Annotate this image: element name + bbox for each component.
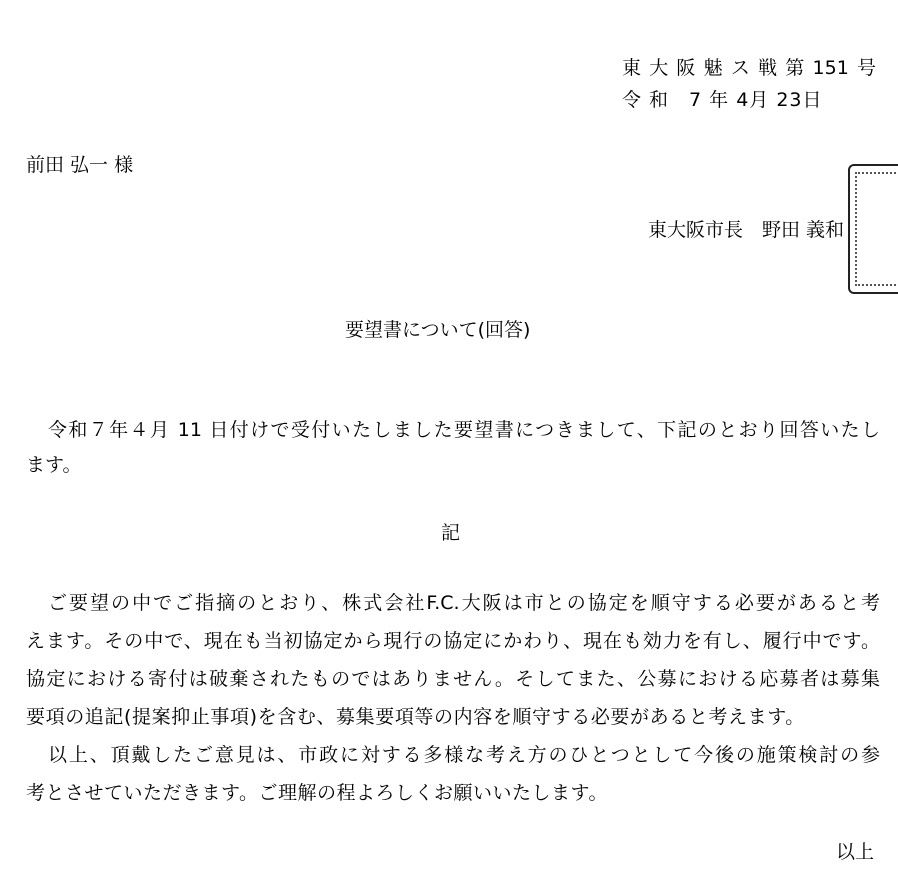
body-line: 協定における寄付は破棄されたものではありません。そしてまた、公募における応募者は募集 bbox=[26, 668, 880, 690]
intro-line-2: ます。 bbox=[26, 454, 82, 476]
document-number: 東大阪魅ス戦第151号 bbox=[622, 57, 876, 79]
body-line: 要項の追記(提案抑止事項)を含む、募集要項等の内容を順守する必要があると考えます。 bbox=[26, 706, 805, 728]
body-line: えます。その中で、現在も当初協定から現行の協定にかわり、現在も効力を有し、履行中です。 bbox=[26, 630, 880, 652]
official-seal-stamp bbox=[848, 164, 898, 294]
sender: 東大阪市長 野田 義和 bbox=[648, 219, 845, 241]
document-date: 令 和 7 年 4月 23日 bbox=[622, 89, 823, 111]
body-line: 考とさせていただきます。ご理解の程よろしくお願いいたします。 bbox=[26, 782, 608, 804]
recipient: 前田 弘一 様 bbox=[26, 154, 134, 176]
intro-line-1: 令和７年４月 11 日付けで受付いたしました要望書につきまして、下記のとおり回答いたし bbox=[48, 419, 880, 441]
body-line: ご要望の中でご指摘のとおり、株式会社F.C.大阪は市との協定を順守する必要があると考 bbox=[48, 592, 880, 614]
closing: 以上 bbox=[836, 841, 875, 863]
document-title: 要望書について(回答) bbox=[345, 319, 531, 341]
body-line: 以上、頂戴したご意見は、市政に対する多様な考え方のひとつとして今後の施策検討の参 bbox=[48, 744, 880, 766]
ki-heading: 記 bbox=[441, 522, 461, 544]
